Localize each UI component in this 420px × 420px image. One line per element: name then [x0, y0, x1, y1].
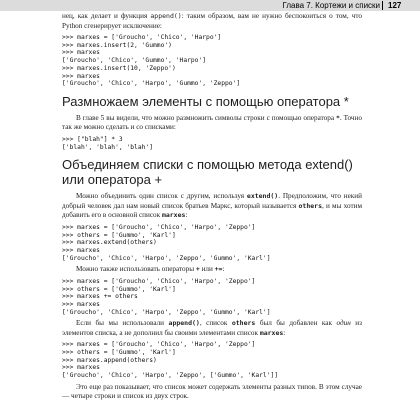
text-run: нец, как делает и функция [62, 12, 151, 20]
intro-paragraph [62, 12, 362, 31]
text-run: или [199, 265, 215, 274]
inline-code: += [214, 265, 223, 274]
text-run: Это еще раз показывает, что список может содержать элементы разных типов. В этом случае — четыре строки и список из двух строк. [62, 382, 362, 401]
code-line: >>> marxes.insert(10, 'Zeppo') [62, 64, 176, 72]
inline-code: marxes [259, 328, 284, 337]
inline-code: others [231, 319, 256, 328]
code-line: ['blah', 'blah', 'blah'] [62, 143, 153, 151]
text-run: , и мы хотим добавить его в основной список [62, 201, 363, 220]
code-line: ['Groucho', 'Chico', 'Harpo', 'Zeppo', 'Gummo', 'Karl'] [62, 308, 271, 316]
code-line: ['Groucho', 'Chico', 'Harpo', 'Zeppo', 'Gummo', 'Karl'] [62, 254, 271, 262]
code-line: >>> marxes [62, 246, 100, 254]
running-header [0, 0, 420, 11]
text-run: был бы добавлен как [255, 319, 337, 328]
inline-code: + [195, 265, 200, 274]
code-line: >>> others = ['Gummo', 'Karl'] [62, 349, 176, 357]
text-run: Можно объединить один список с другим, используя [76, 192, 247, 201]
code-line: >>> marxes += others [62, 293, 138, 301]
text-run: из элементов списка, а не дополнил бы своими элементами список [62, 319, 362, 337]
text-run: . Предположим, что некий добрый человек дал нам новый список братьев Маркс, который называется [62, 192, 362, 210]
code-block-extend [62, 224, 362, 263]
append-paragraph [62, 319, 362, 338]
text-run: В главе 5 вы видели, что можно размножить символы строки с помощью оператора [76, 113, 336, 122]
text-run: : [222, 265, 225, 274]
code-line: ['Groucho', 'Chico', 'Harpo', 'Zeppo', ['Gummo', 'Karl']] [62, 372, 279, 380]
code-line: >>> marxes [62, 72, 100, 80]
code-line: >>> marxes [62, 300, 100, 308]
operators-paragraph [62, 265, 362, 275]
code-line: >>> ["blah"] * 3 [62, 135, 123, 143]
code-line: >>> others = ['Gummo', 'Karl'] [62, 285, 176, 293]
heading-line: или оператора + [62, 172, 163, 188]
text-run: : [185, 211, 188, 220]
code-block-append [62, 341, 362, 380]
text-run: Можно также использовать операторы [76, 265, 196, 274]
text-column [62, 12, 362, 402]
code-block-plus-equals [62, 278, 362, 317]
code-block-insert [62, 34, 362, 88]
text-run: : [283, 328, 286, 337]
code-line: ['Groucho', 'Chico', 'Harpo', 'Gummo', 'Zeppo'] [62, 80, 241, 88]
heading-line: Объединяем списки с помощью метода extend() [62, 157, 353, 173]
closing-paragraph [62, 383, 362, 402]
section-heading-multiply: Размножаем элементы с помощью оператора * [62, 93, 349, 109]
code-line: >>> marxes.append(others) [62, 356, 157, 364]
extend-paragraph [62, 192, 362, 221]
code-line: >>> marxes.insert(2, 'Gummo') [62, 41, 172, 49]
inline-code: * [335, 113, 340, 122]
code-block-multiply [62, 136, 362, 151]
text-run: Если бы мы использовали [76, 319, 169, 328]
inline-code: marxes [161, 211, 186, 220]
code-line: >>> marxes [62, 49, 100, 57]
text-run: , список [199, 319, 232, 328]
section-heading-extend [62, 157, 362, 187]
inline-code: append() [150, 12, 182, 20]
inline-code: others [298, 201, 322, 210]
code-line: >>> marxes = ['Groucho', 'Chico', 'Harpo'] [62, 34, 222, 41]
text-run: : таким образом, вам не нужно беспокоиться о том, что Python сгенерирует исключение: [62, 12, 362, 30]
multiply-paragraph [62, 114, 362, 133]
code-line: >>> marxes.extend(others) [62, 239, 157, 247]
text-run: . Точно так же можно сделать и со списками: [62, 113, 362, 132]
inline-code: extend() [246, 192, 279, 201]
inline-code: append() [168, 319, 200, 328]
chapter-title: Глава 7. Кортежи и списки [282, 1, 380, 10]
code-line: ['Groucho', 'Chico', 'Gummo', 'Harpo'] [62, 57, 207, 65]
code-line: >>> marxes = ['Groucho', 'Chico', 'Harpo', 'Zeppo'] [62, 277, 256, 285]
emphasis: один [336, 319, 351, 328]
header-separator [382, 1, 383, 10]
page-number: 127 [388, 1, 402, 10]
code-line: >>> marxes = ['Groucho', 'Chico', 'Harpo', 'Zeppo'] [62, 341, 256, 349]
code-line: >>> marxes = ['Groucho', 'Chico', 'Harpo', 'Zeppo'] [62, 223, 256, 231]
code-line: >>> marxes [62, 364, 100, 372]
code-line: >>> others = ['Gummo', 'Karl'] [62, 231, 176, 239]
